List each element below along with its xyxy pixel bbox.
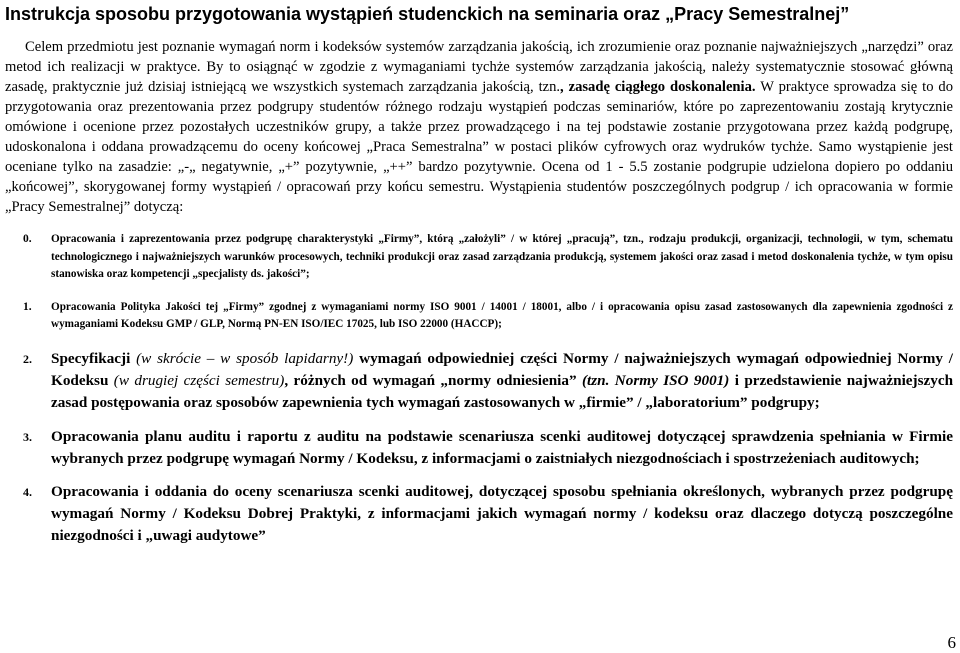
item-text-lapidarny: (w skrócie – w sposób lapidarny!)	[130, 349, 354, 367]
intro-text-1: Celem przedmiotu jest poznanie wymagań norm i kodeksów systemów zarządzania jakością, ich zrozumienie oraz poznanie najważniejszych „narzędzi” oraz metod ich realizacji w praktyce. By to osiągnąć w zgodzie z wymaganiami tychże systemów zarządzania jakością, należy systematycznie stosować główną zasadę, praktycznie już dzisiaj istniejącą we wszystkich systemach zarządzania jakością, tzn.	[5, 39, 953, 95]
item-text-iso9001: (tzn. Normy ISO 9001)	[576, 371, 730, 389]
task-list	[5, 231, 953, 547]
item-text-semestr: (w drugiej części semestru)	[108, 371, 285, 389]
intro-continuous-improvement: , zasadę ciągłego doskonalenia.	[560, 79, 756, 95]
list-item-text: Opracowania i zaprezentowania przez podgrupę charakterystyki „Firmy”, którą „założyli” / w której „pracują”, tzn., rodzaju produkcji, organizacji, technologii, w tym, schematu technologicznego i najważniejszych warunków procesowych, techniki produkcji oraz zasad zarządzania produkcją, systemem jakości oraz zasad i metod doskonalenia tychże, w tym opisu stanowiska oraz kompetencji „specjalisty ds. jakości”;	[51, 233, 953, 280]
item-text-zasady: i przedstawienie najważniejszych zasad postępowania oraz sposobów zapewnienia tych wymagań zastosowanych w „firmie” / „laboratorium” podgrupy;	[51, 371, 954, 411]
list-item-number: 3.	[23, 429, 32, 444]
list-item-number: 1.	[23, 300, 32, 313]
item-text-rozne: , różnych od wymagań „normy odniesienia”	[284, 371, 577, 389]
list-item-text: Opracowania Polityka Jakości tej „Firmy” zgodnej z wymaganiami normy ISO 9001 / 14001 / 18001, albo / i opracowania opisu zasad zastosowanych dla zapewnienia zgodności z wymaganiami Kodeksu GMP / GLP, Normą PN-EN ISO/IEC 17025, lub ISO 22000 (HACCP);	[51, 300, 953, 330]
list-item	[5, 426, 953, 470]
document-title: Instrukcja sposobu przygotowania wystąpień studenckich na seminaria oraz „Pracy Semestralnej”	[5, 4, 850, 24]
item-text-wymagan: wymagań odpowiedniej części Normy / najważniejszych wymagań odpowiedniej Normy / Kodeksu	[51, 349, 954, 389]
intro-paragraph	[5, 37, 953, 217]
document-page	[5, 0, 953, 547]
item-text-specyfikacji: Specyfikacji	[51, 349, 131, 367]
list-item	[5, 348, 953, 414]
intro-text-2: W praktyce sprowadza się to do przygotowania oraz prezentowania przez podgrupy studentów różnego rodzaju wystąpień podczas seminariów, które po zaprezentowaniu zostają krytycznie omówione i ocenione przez pozostałych uczestników grupy, a także przez prowadzącego i na tej podstawie zostanie przygotowana przez każdą podgrupę, udoskonalona i oddana prowadzącemu do oceny końcowej „Praca Semestralna” w postaci plików cyfrowych oraz wydruków tychże. Samo wystąpienie jest oceniane tylko na zasadzie: „-„ negatywnie, „+” pozytywnie, „++” bardzo pozytywnie. Ocena od 1 - 5.5 zostanie podgrupie udzielona dopiero po oddaniu „końcowej”, skorygowanej formy wystąpień / opracowań przy końcu semestru. Wystąpienia studentów poszczególnych podgrup / ich opracowania w formie „Pracy Semestralnej” dotyczą:	[5, 79, 953, 215]
list-item-text: Opracowania i oddania do oceny scenariusza scenki auditowej, dotyczącej sposobu spełniania określonych, wybranych przez podgrupę wymagań Normy / Kodeksu Dobrej Praktyki, z informacjami jakich wymagań normy / kodeksu oraz dlaczego dotyczą poszczególne niezgodności i „uwagi audytowe”	[51, 482, 953, 544]
list-item	[5, 481, 953, 547]
page-number: 6	[947, 633, 956, 652]
list-item	[5, 299, 953, 334]
list-item	[5, 231, 953, 284]
list-item-text	[51, 350, 953, 411]
list-item-number: 4.	[23, 484, 32, 499]
list-item-text: Opracowania planu auditu i raportu z auditu na podstawie scenariusza scenki auditowej dotyczącej sprawdzenia spełniania w Firmie wybranych przez podgrupę wymagań Normy / Kodeksu, z informacjami o zaistniałych niezgodnościach i spostrzeżeniach auditowych;	[51, 427, 953, 467]
list-item-number: 2.	[23, 351, 32, 366]
list-item-number: 0.	[23, 233, 32, 245]
